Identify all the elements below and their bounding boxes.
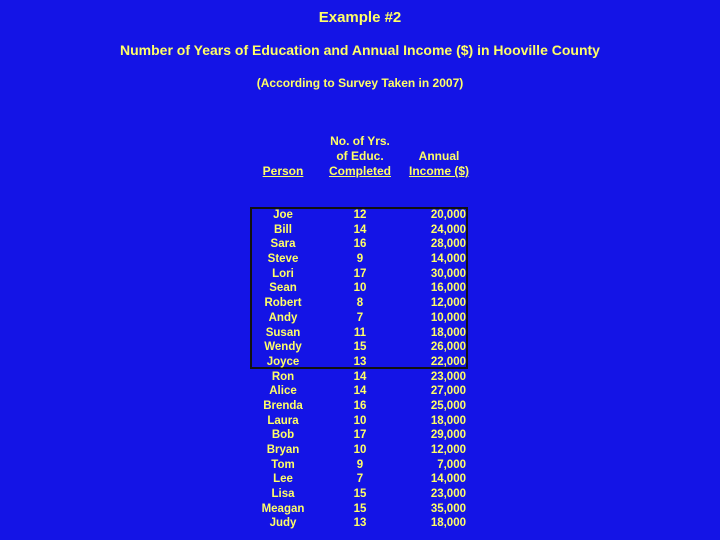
data-table <box>0 208 720 531</box>
table-row <box>0 443 720 458</box>
table-row <box>0 311 720 326</box>
years-cell: 15 <box>353 341 367 354</box>
years-cell: 11 <box>353 326 367 339</box>
person-cell: Judy <box>269 517 297 530</box>
years-cell: 17 <box>353 429 367 442</box>
income-cell: 29,000 <box>430 429 466 442</box>
table-row <box>0 223 720 238</box>
header-income-line1: Annual <box>418 149 460 163</box>
years-cell: 15 <box>353 488 367 501</box>
person-cell: Wendy <box>264 341 302 354</box>
income-cell: 20,000 <box>430 209 466 221</box>
years-cell: 16 <box>353 399 367 412</box>
person-cell: Robert <box>264 297 302 310</box>
person-cell: Laura <box>267 414 299 427</box>
person-cell: Andy <box>268 311 298 324</box>
person-cell: Ron <box>271 370 295 383</box>
years-cell: 9 <box>356 458 364 471</box>
subtitle: (According to Survey Taken in 2007) <box>256 76 464 90</box>
years-cell: 14 <box>353 370 367 383</box>
income-cell: 18,000 <box>430 414 466 427</box>
header-income-line2: Income ($) <box>408 164 469 178</box>
years-cell: 7 <box>356 473 364 486</box>
person-cell: Meagan <box>261 502 305 515</box>
table-row <box>0 252 720 267</box>
person-cell: Lisa <box>271 488 295 501</box>
person-cell: Lori <box>272 267 294 280</box>
person-cell: Bryan <box>266 444 300 456</box>
person-cell: Sara <box>270 238 296 251</box>
years-cell: 17 <box>353 267 367 280</box>
income-cell: 14,000 <box>430 473 466 486</box>
table-row <box>0 296 720 311</box>
person-cell: Bob <box>271 429 295 442</box>
table-row <box>0 281 720 296</box>
years-cell: 14 <box>353 223 367 236</box>
header-person: Person <box>262 164 304 178</box>
years-cell: 13 <box>353 355 367 368</box>
person-cell: Joe <box>273 209 293 221</box>
person-cell: Lee <box>273 473 293 486</box>
years-cell: 10 <box>353 282 367 295</box>
years-cell: 15 <box>353 502 367 515</box>
table-row <box>0 208 720 223</box>
income-cell: 23,000 <box>430 370 466 383</box>
table-row <box>0 326 720 341</box>
table-row <box>0 267 720 282</box>
person-cell: Sean <box>269 282 297 295</box>
years-cell: 10 <box>353 444 367 456</box>
years-cell: 9 <box>356 253 364 266</box>
person-cell: Brenda <box>263 399 303 412</box>
example-label: Example #2 <box>318 9 402 26</box>
years-cell: 12 <box>353 209 367 221</box>
header-years-line1: No. of Yrs. <box>330 134 390 148</box>
income-cell: 18,000 <box>430 326 466 339</box>
person-cell: Joyce <box>266 355 300 368</box>
header-years-line3: Completed <box>328 164 391 178</box>
person-cell: Alice <box>269 385 297 398</box>
income-cell: 24,000 <box>430 223 466 236</box>
person-cell: Steve <box>267 253 299 266</box>
income-cell: 35,000 <box>430 502 466 515</box>
years-cell: 10 <box>353 414 367 427</box>
income-cell: 27,000 <box>430 385 466 398</box>
table-row <box>0 516 720 531</box>
years-cell: 8 <box>356 297 364 310</box>
income-cell: 7,000 <box>437 458 466 471</box>
table-row <box>0 428 720 443</box>
income-cell: 18,000 <box>430 517 466 530</box>
table-row <box>0 355 720 370</box>
income-cell: 25,000 <box>430 399 466 412</box>
table-row <box>0 340 720 355</box>
income-cell: 26,000 <box>430 341 466 354</box>
income-cell: 10,000 <box>430 311 466 324</box>
table-row <box>0 237 720 252</box>
person-cell: Bill <box>274 223 292 236</box>
header-years-line2: of Educ. <box>336 149 384 163</box>
table-row <box>0 370 720 385</box>
page-title: Number of Years of Education and Annual Income ($) in Hooville County <box>120 42 600 58</box>
income-cell: 28,000 <box>430 238 466 251</box>
income-cell: 12,000 <box>430 297 466 310</box>
income-cell: 14,000 <box>430 253 466 266</box>
table-row <box>0 384 720 399</box>
table-row <box>0 414 720 429</box>
table-row <box>0 399 720 414</box>
person-cell: Susan <box>265 326 301 339</box>
years-cell: 14 <box>353 385 367 398</box>
table-row <box>0 458 720 473</box>
income-cell: 12,000 <box>430 444 466 456</box>
person-cell: Tom <box>271 458 295 471</box>
years-cell: 7 <box>356 311 364 324</box>
table-row <box>0 502 720 517</box>
income-cell: 23,000 <box>430 488 466 501</box>
table-row <box>0 487 720 502</box>
income-cell: 22,000 <box>430 355 466 368</box>
table-row <box>0 472 720 487</box>
years-cell: 13 <box>353 517 367 530</box>
income-cell: 16,000 <box>430 282 466 295</box>
years-cell: 16 <box>353 238 367 251</box>
income-cell: 30,000 <box>430 267 466 280</box>
